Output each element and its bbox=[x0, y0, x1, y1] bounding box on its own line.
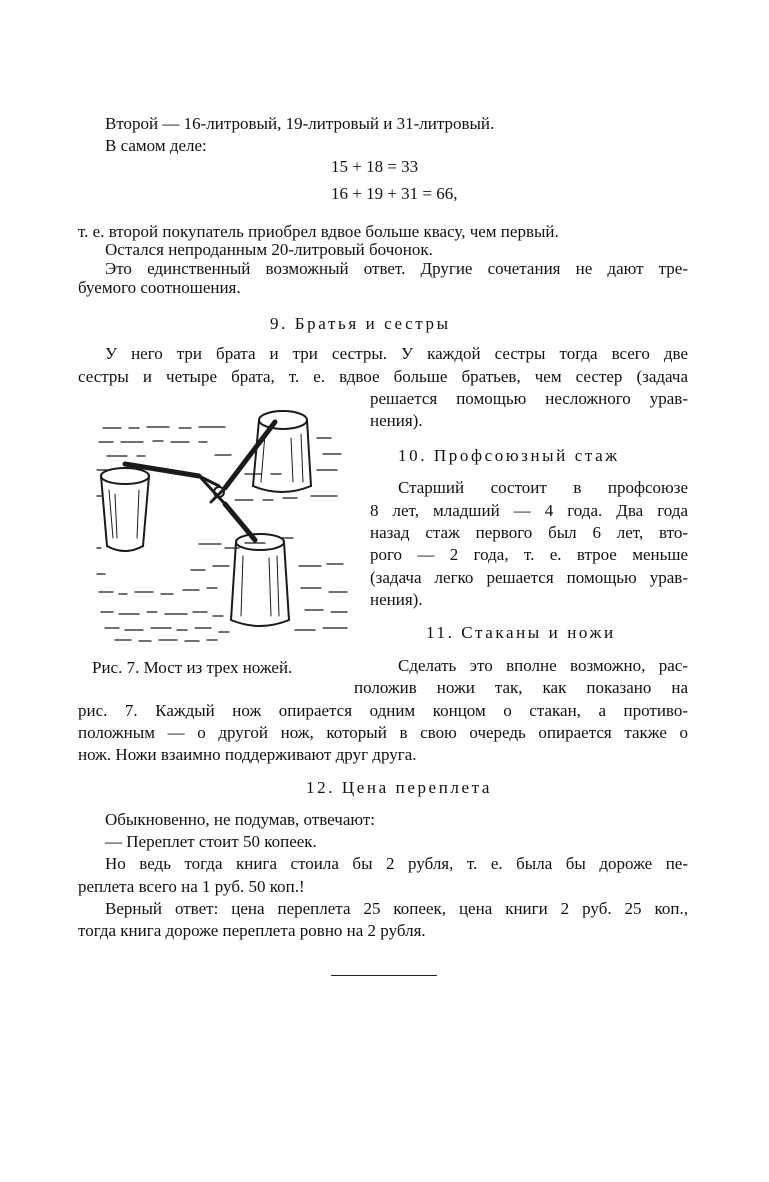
section10-line1: Старший состоит в профсоюзе bbox=[398, 478, 688, 497]
section11-line4: положным — о другой нож, который в свою очередь опирается также о bbox=[78, 723, 688, 742]
answer8-line5: Это единственный возможный ответ. Другие сочетания не дают тре- bbox=[105, 259, 688, 278]
section10-line4: рого — 2 года, т. е. втрое меньше bbox=[370, 545, 688, 564]
section11-line3: рис. 7. Каждый нож опирается одним концом о стакан, а противо- bbox=[78, 701, 688, 720]
section12-heading: 12. Цена переплета bbox=[306, 778, 493, 797]
answer8-line4: Остался непроданным 20-литровый бочонок. bbox=[105, 240, 433, 259]
equation-1: 15 + 18 = 33 bbox=[331, 157, 419, 176]
figure-caption: Рис. 7. Мост из трех ножей. bbox=[92, 658, 293, 677]
section11-line2: положив ножи так, как показано на bbox=[354, 678, 688, 697]
section10-line2: 8 лет, младший — 4 года. Два года bbox=[370, 501, 688, 520]
section9-line4: нения). bbox=[370, 411, 423, 430]
section10-line6: нения). bbox=[370, 590, 423, 609]
section9-line1: У него три брата и три сестры. У каждой сестры тогда всего две bbox=[105, 344, 688, 363]
answer8-line3: т. е. второй покупатель приобрел вдвое больше квасу, чем первый. bbox=[78, 222, 559, 241]
figure-knife-bridge bbox=[95, 398, 355, 644]
section12-line5: Верный ответ: цена переплета 25 копеек, цена книги 2 руб. 25 коп., bbox=[105, 899, 688, 918]
section12-line2: — Переплет стоит 50 копеек. bbox=[105, 832, 317, 851]
answer8-line1: Второй — 16-литровый, 19-литровый и 31-литровый. bbox=[105, 114, 495, 133]
section10-line3: назад стаж первого был 6 лет, вто- bbox=[370, 523, 688, 542]
equation-2: 16 + 19 + 31 = 66, bbox=[331, 184, 458, 203]
end-separator bbox=[331, 975, 437, 976]
section10-line5: (задача легко решается помощью урав- bbox=[370, 568, 688, 587]
section9-heading: 9. Братья и сестры bbox=[270, 314, 451, 333]
section10-heading: 10. Профсоюзный стаж bbox=[398, 446, 620, 465]
section11-line1: Сделать это вполне возможно, рас- bbox=[398, 656, 688, 675]
glass-bottom bbox=[231, 534, 289, 626]
section11-line5: нож. Ножи взаимно поддерживают друг друга. bbox=[78, 745, 417, 764]
section9-line2: сестры и четыре брата, т. е. вдвое больше братьев, чем сестер (задача bbox=[78, 367, 688, 386]
section12-line3: Но ведь тогда книга стоила бы 2 рубля, т. е. была бы дороже пе- bbox=[105, 854, 688, 873]
glass-left bbox=[101, 468, 149, 551]
section12-line6: тогда книга дороже переплета ровно на 2 рубля. bbox=[78, 921, 426, 940]
section11-heading: 11. Стаканы и ножи bbox=[426, 623, 616, 642]
glass-top-right bbox=[253, 411, 311, 492]
answer8-line2: В самом деле: bbox=[105, 136, 207, 155]
section12-line4: реплета всего на 1 руб. 50 коп.! bbox=[78, 877, 305, 896]
answer8-line6: буемого соотношения. bbox=[78, 278, 241, 297]
section12-line1: Обыкновенно, не подумав, отвечают: bbox=[105, 810, 375, 829]
section9-line3: решается помощью несложного урав- bbox=[370, 389, 688, 408]
